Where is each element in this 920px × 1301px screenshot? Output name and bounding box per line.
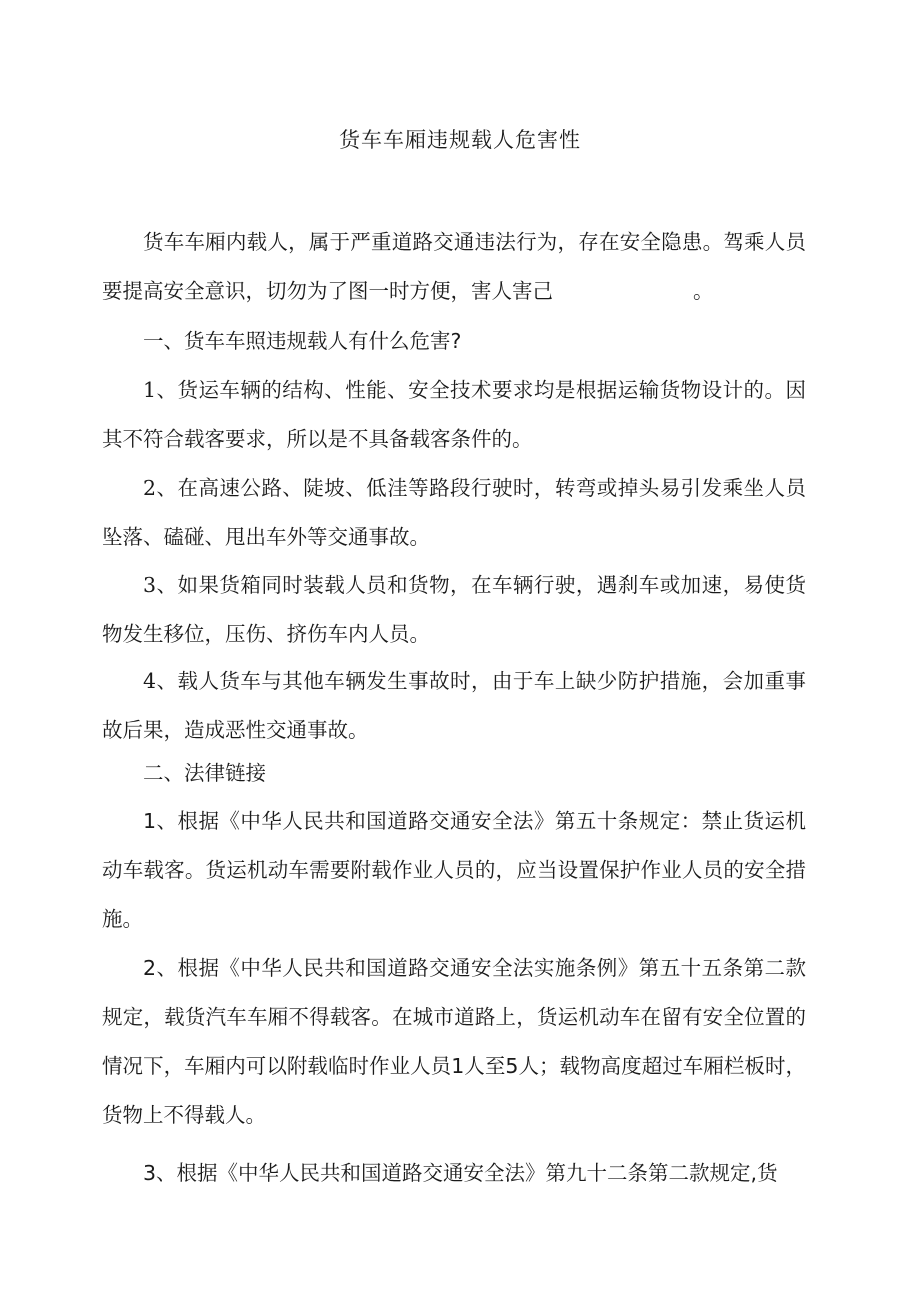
law-1-lead: 1、根据《中华人民共和国道路交通安全法》第五十条规定：	[143, 809, 702, 833]
law-2-lead-a: 2、根据《中华人民共和国道路交通安全法实施条例》第	[143, 956, 660, 980]
law-2-body-c: 人；载物高度超过车厢栏板时，货物上不得载人。	[102, 1054, 807, 1127]
law-2-num-1: 1	[451, 1054, 465, 1078]
law-3-paragraph	[102, 1149, 806, 1198]
law-3-lead: 3、根据《中华人民共和国道路交通安全法》第九十二条第二款规定,	[143, 1161, 758, 1185]
page-title: 货车车厢违规载人危害性	[339, 128, 581, 152]
law-2-lead-c: 条第二款规定，	[102, 956, 807, 1029]
list-item: 2、在高速公路、陡坡、低洼等路段行驶时，转弯或掉头易引发乘坐人员坠落、磕碰、甩出车外等交通事故。	[102, 476, 806, 549]
law-1-paragraph	[102, 797, 806, 944]
intro-end: 。	[693, 279, 714, 303]
law-2-lead-b: 五十五	[659, 956, 723, 980]
law-2-body-a: 载货汽车车厢不得载客。在城市道路上，货运机动车在留有安全位置的情况下，车厢内可以附载临时作业人员	[102, 1005, 807, 1078]
section2-heading: 二、法律链接	[143, 761, 266, 785]
law-2-body-b: 人至	[464, 1054, 506, 1078]
law-2-num-2: 5	[505, 1054, 519, 1078]
section1-heading: 一、货车车照违规载人有什么危害?	[143, 329, 462, 353]
law-2-paragraph	[102, 944, 806, 1140]
law-1-body: 禁止货运机动车载客。货运机动车需要附载作业人员的，应当设置保护作业人员的安全措施。	[102, 809, 807, 931]
list-item: 3、如果货箱同时装载人员和货物，在车辆行驶，遇刹车或加速，易使货物发生移位，压伤、挤伤车内人员。	[102, 573, 806, 646]
list-item: 1、货运车辆的结构、性能、安全技术要求均是根据运输货物设计的。因其不符合载客要求，所以是不具备载客条件的。	[102, 378, 806, 451]
list-item: 4、载人货车与其他车辆发生事故时，由于车上缺少防护措施，会加重事故后果，造成恶性交通事故。	[102, 669, 806, 742]
intro-paragraph	[102, 218, 806, 316]
law-3-body: 货	[757, 1161, 778, 1185]
intro-text: 货车车厢内载人，属于严重道路交通违法行为，存在安全隐患。驾乘人员要提高安全意识，切勿为了图一时方便，害人害己	[102, 230, 806, 303]
